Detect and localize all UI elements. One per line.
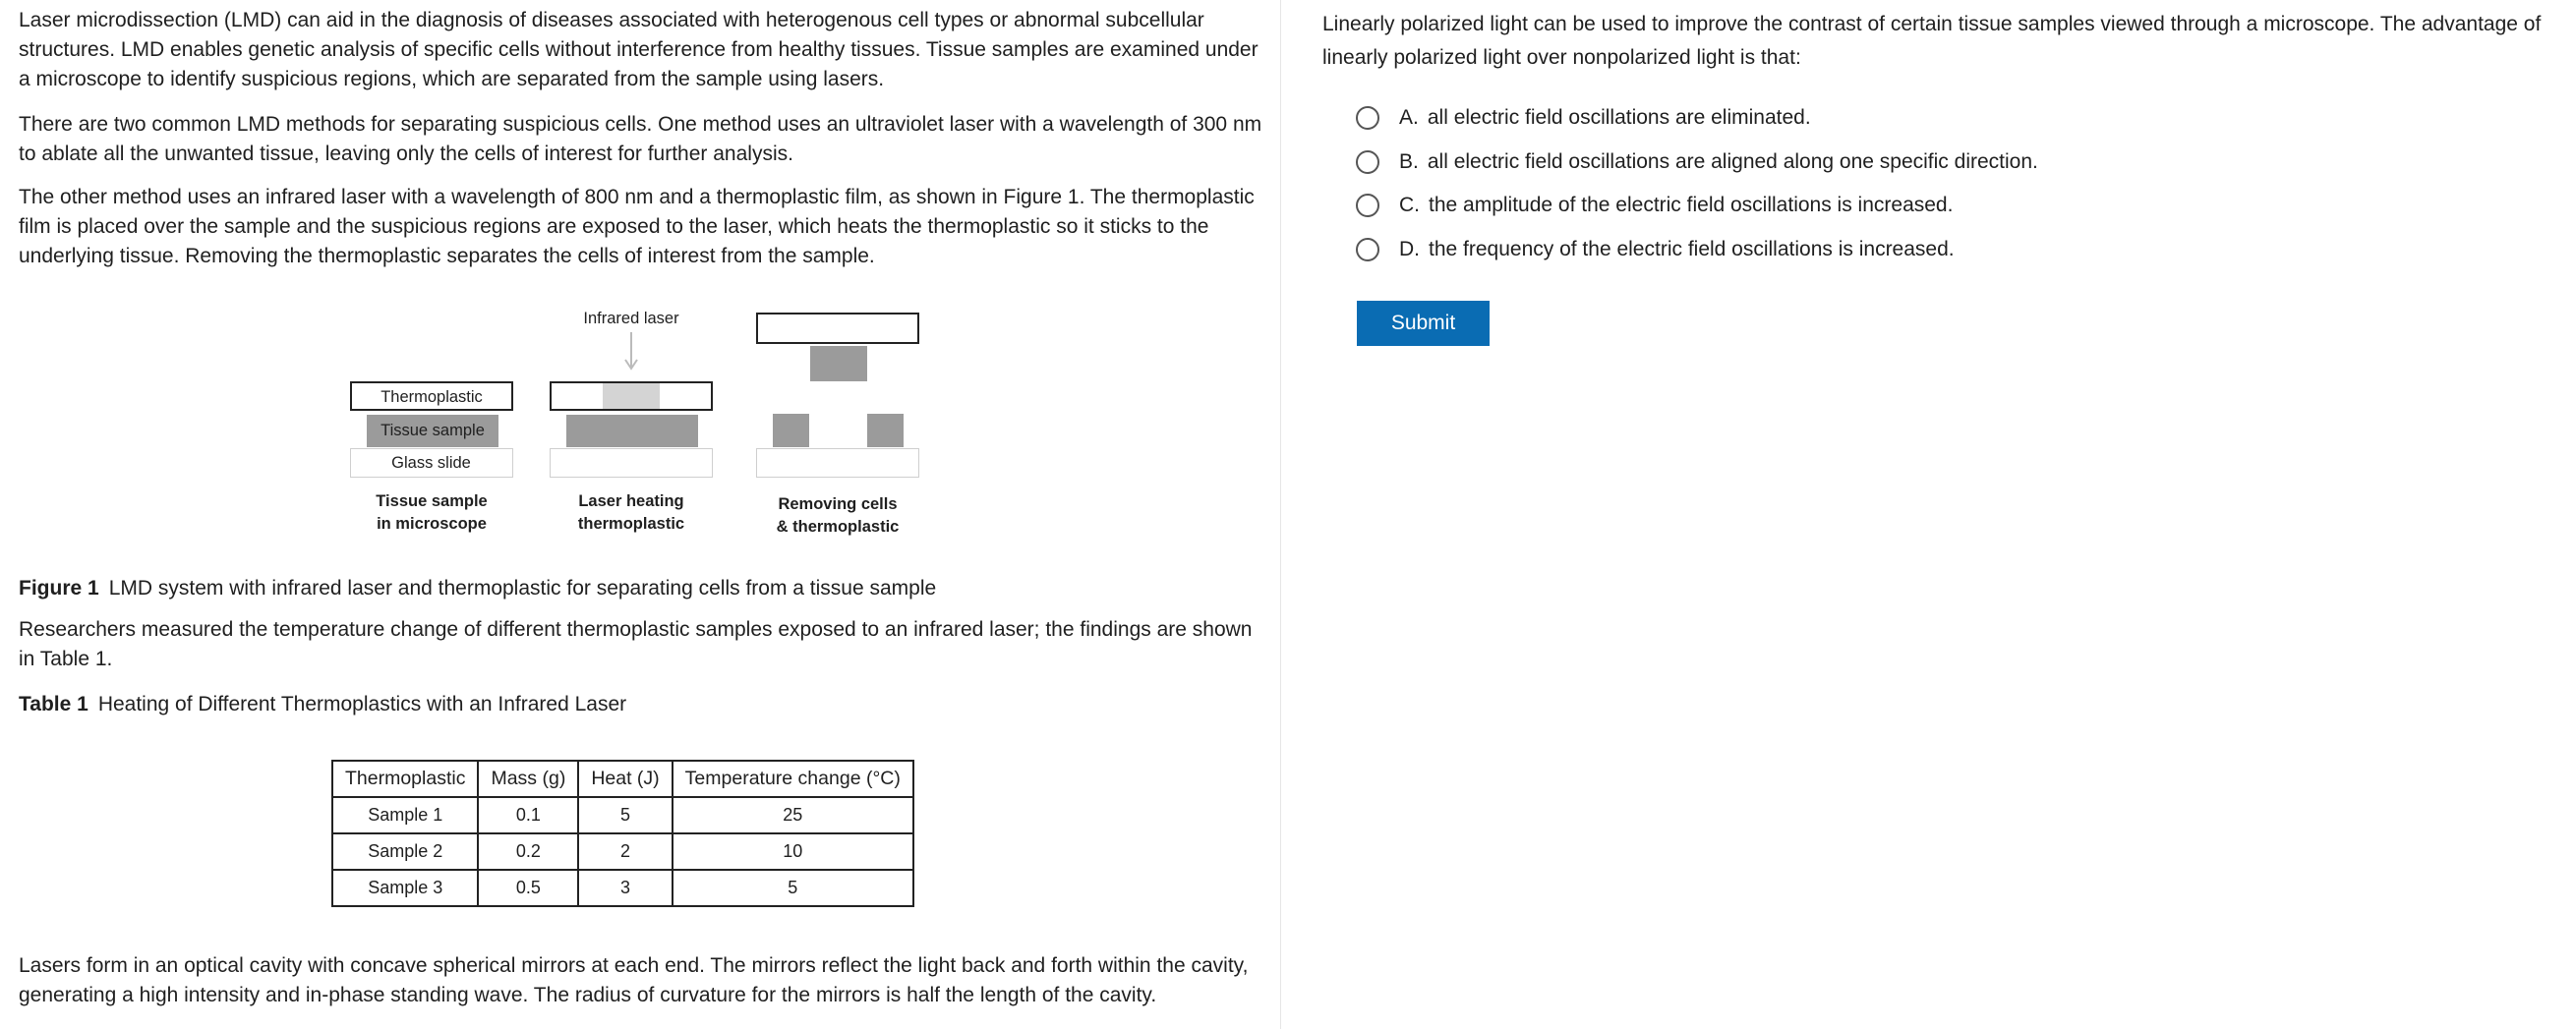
- header-mass: Mass (g): [478, 761, 578, 797]
- stage-2-title: Laser heating thermoplastic: [577, 492, 685, 533]
- thermoplastic-label: Thermoplastic: [381, 388, 483, 406]
- table-cell: 0.2: [478, 833, 578, 870]
- table-cell: 3: [578, 870, 672, 906]
- stage-1-title: Tissue sample in microscope: [376, 492, 488, 533]
- table-row: [332, 797, 913, 833]
- stage-3-title: Removing cells & thermoplastic: [776, 495, 900, 536]
- glass-slide-layer: [350, 448, 513, 478]
- tissue-sample-layer: [367, 415, 498, 447]
- remaining-tissue-left: [773, 414, 809, 447]
- radio-c[interactable]: [1356, 194, 1379, 217]
- table-row: [332, 833, 913, 870]
- table-cell: 0.5: [478, 870, 578, 906]
- tissue-sample-layer-2: [566, 415, 698, 447]
- header-temperature-change: Temperature change (°C): [673, 761, 913, 797]
- table-cell: Sample 3: [332, 870, 478, 906]
- radio-d[interactable]: [1356, 238, 1379, 261]
- table-header-row: [332, 761, 913, 797]
- option-text: all electric field oscillations are aligned along one specific direction.: [1427, 150, 2038, 173]
- table-cell: 0.1: [478, 797, 578, 833]
- table-caption: Table 1 Heating of Different Thermoplastics with an Infrared Laser: [19, 693, 627, 715]
- table-cell: 5: [578, 797, 672, 833]
- figure-caption: Figure 1 LMD system with infrared laser and thermoplastic for separating cells from a tissue sample: [19, 577, 937, 600]
- table-row: [332, 870, 913, 906]
- passage-paragraph-2: There are two common LMD methods for separating suspicious cells. One method uses an ultraviolet laser with a wavelength of 300 nm to ablate all the unwanted tissue, leaving only the cells of interest for further analysis.: [19, 113, 1262, 165]
- passage-paragraph-1: Laser microdissection (LMD) can aid in the diagnosis of diseases associated with heterogenous cell types or abnormal subcellular structures. LMD enables genetic analysis of specific cells without interference from healthy tissues. Tissue samples are examined under a microscope to identify suspicious regions, which are separated from the sample using lasers.: [19, 9, 1259, 90]
- radio-a[interactable]: [1356, 106, 1379, 130]
- option-b[interactable]: [1356, 147, 2038, 177]
- heated-region: [603, 383, 660, 409]
- radio-b[interactable]: [1356, 150, 1379, 174]
- table-cell: 25: [673, 797, 913, 833]
- option-text: all electric field oscillations are eliminated.: [1427, 106, 1811, 129]
- passage-paragraph-3: The other method uses an infrared laser with a wavelength of 800 nm and a thermoplastic film, as shown in Figure 1. The thermoplastic film is placed over the sample and the suspicious regions are exposed to the laser, which heats the thermoplastic so it sticks to the underlying tissue. Removing the thermoplastic separates the cells of interest from the sample.: [19, 186, 1255, 267]
- option-letter: D.: [1399, 238, 1420, 260]
- glass-slide-layer-2: [550, 448, 713, 478]
- question-text: Linearly polarized light can be used to improve the contrast of certain tissue samples viewed through a microscope. The advantage of linearly polarized light over nonpolarized light is that:: [1322, 13, 2542, 69]
- infrared-laser-label: Infrared laser: [583, 310, 679, 327]
- option-letter: B.: [1399, 150, 1419, 173]
- table-cell: Sample 2: [332, 833, 478, 870]
- header-thermoplastic: Thermoplastic: [332, 761, 478, 797]
- remaining-tissue-right: [867, 414, 904, 447]
- table-cell: 10: [673, 833, 913, 870]
- submit-button[interactable]: Submit: [1357, 301, 1490, 346]
- option-letter: A.: [1399, 106, 1419, 129]
- header-heat: Heat (J): [578, 761, 672, 797]
- passage-paragraph-5: Lasers form in an optical cavity with concave spherical mirrors at each end. The mirrors reflect the light back and forth within the cavity, generating a high intensity and in-phase standing wave. The radius of curvature for the mirrors is half the length of the cavity.: [19, 954, 1249, 1006]
- option-text: the amplitude of the electric field oscillations is increased.: [1429, 194, 1954, 216]
- passage-paragraph-4: Researchers measured the temperature change of different thermoplastic samples exposed to an infrared laser; the findings are shown in Table 1.: [19, 618, 1253, 670]
- option-letter: C.: [1399, 194, 1420, 216]
- option-d[interactable]: [1356, 235, 1955, 264]
- table-cell: 2: [578, 833, 672, 870]
- thermoplastic-layer: [350, 381, 513, 411]
- table-cell: Sample 1: [332, 797, 478, 833]
- tissue-sample-label: Tissue sample: [381, 422, 485, 439]
- glass-slide-label: Glass slide: [391, 454, 471, 472]
- option-a[interactable]: [1356, 103, 1811, 133]
- table-cell: 5: [673, 870, 913, 906]
- removed-thermoplastic-layer: [756, 313, 919, 344]
- laser-arrow-icon: [621, 332, 641, 373]
- option-c[interactable]: [1356, 191, 1953, 220]
- removed-cells: [810, 346, 867, 381]
- option-text: the frequency of the electric field oscillations is increased.: [1429, 238, 1955, 260]
- passage-pane[interactable]: [0, 0, 1281, 1029]
- data-table: [331, 760, 914, 907]
- glass-slide-layer-3: [756, 448, 919, 478]
- question-pane: [1282, 0, 2576, 1029]
